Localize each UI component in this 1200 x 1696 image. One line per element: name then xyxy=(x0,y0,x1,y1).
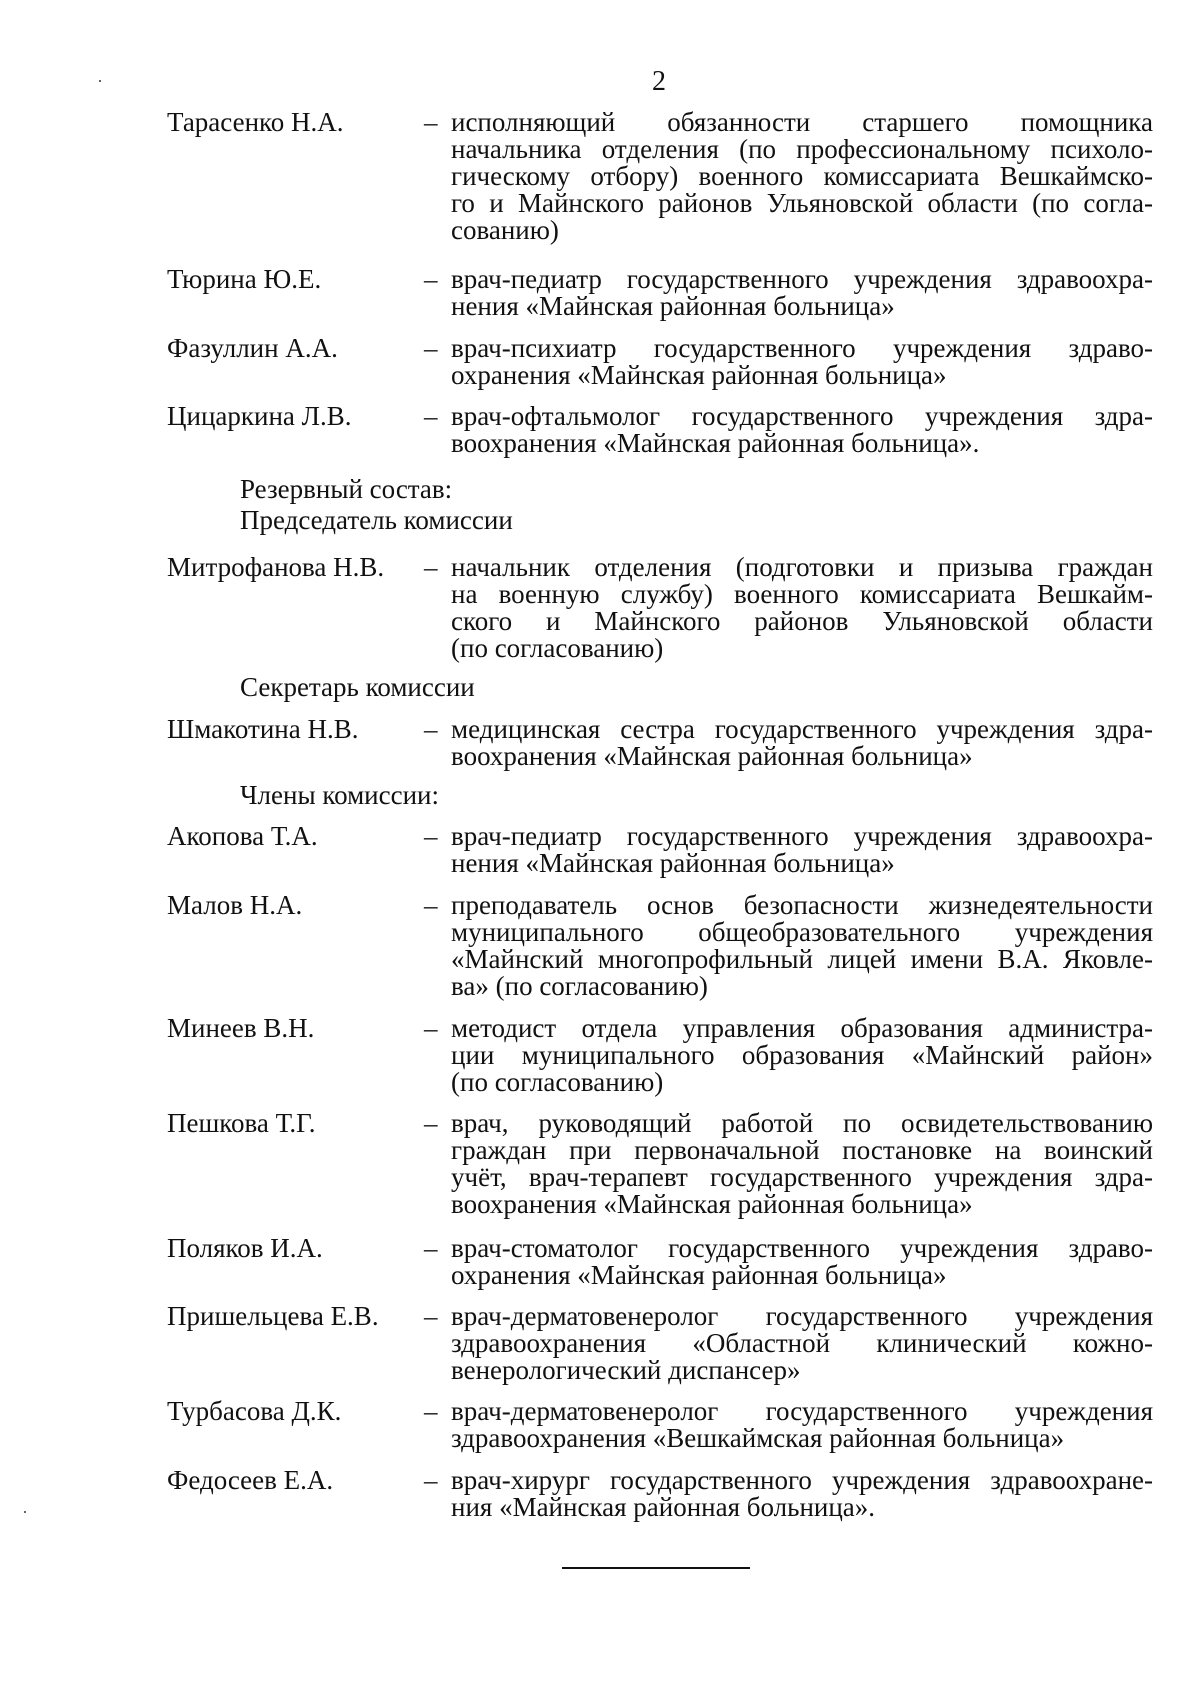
description-line: муниципального общеобразовательного учреждения xyxy=(451,917,1153,947)
member-dash: – xyxy=(424,1108,438,1138)
description-line: врач-стоматолог государственного учреждения здраво- xyxy=(451,1233,1153,1263)
member-name: Митрофанова Н.В. xyxy=(167,552,385,582)
description-line: врач-психиатр государственного учреждения здраво- xyxy=(451,333,1153,363)
description-line: здравоохранения «Областной клинический кожно- xyxy=(451,1328,1153,1358)
member-name: Акопова Т.А. xyxy=(167,821,318,851)
member-name: Турбасова Д.К. xyxy=(167,1396,342,1426)
scan-artifact xyxy=(24,1511,26,1513)
member-name: Минеев В.Н. xyxy=(167,1013,315,1043)
description-line: врач, руководящий работой по освидетельствованию xyxy=(451,1108,1153,1138)
description-line: ского и Майнского районов Ульяновской области xyxy=(451,606,1153,636)
member-name: Пешкова Т.Г. xyxy=(167,1108,316,1138)
member-dash: – xyxy=(424,1301,438,1331)
member-description xyxy=(451,1467,1153,1521)
description-line: воохранения «Майнская районная больница». xyxy=(451,428,980,458)
description-line: воохранения «Майнская районная больница» xyxy=(451,741,973,771)
secretary-heading: Секретарь комиссии xyxy=(240,672,475,702)
member-dash: – xyxy=(424,1013,438,1043)
member-description xyxy=(451,403,1153,457)
member-name: Фазуллин А.А. xyxy=(167,333,338,363)
description-line: врач-хирург государственного учреждения здравоохране- xyxy=(451,1465,1153,1495)
description-line: врач-офтальмолог государственного учреждения здра- xyxy=(451,401,1153,431)
member-dash: – xyxy=(424,1396,438,1426)
description-line: охранения «Майнская районная больница» xyxy=(451,1260,947,1290)
description-line: преподаватель основ безопасности жизнедеятельности xyxy=(451,890,1153,920)
description-line: начальника отделения (по профессиональному психоло- xyxy=(451,134,1153,164)
member-description xyxy=(451,1303,1153,1384)
members-heading: Члены комиссии: xyxy=(240,780,439,810)
member-description xyxy=(451,266,1153,320)
member-dash: – xyxy=(424,333,438,363)
reserve-heading: Резервный состав: xyxy=(240,474,453,504)
member-description xyxy=(451,823,1153,877)
description-line: венерологический диспансер» xyxy=(451,1355,801,1385)
description-line: врач-дерматовенеролог государственного учреждения xyxy=(451,1301,1153,1331)
description-line: нения «Майнская районная больница» xyxy=(451,848,895,878)
description-line: го и Майнского районов Ульяновской области (по согла- xyxy=(451,188,1153,218)
member-name: Поляков И.А. xyxy=(167,1233,323,1263)
description-line: ва» (по согласованию) xyxy=(451,971,708,1001)
description-line: исполняющий обязанности старшего помощника xyxy=(451,107,1153,137)
member-name: Тюрина Ю.Е. xyxy=(167,264,322,294)
member-name: Тарасенко Н.А. xyxy=(167,107,344,137)
member-dash: – xyxy=(424,1465,438,1495)
description-line: охранения «Майнская районная больница» xyxy=(451,360,947,390)
description-line: начальник отделения (подготовки и призыва граждан xyxy=(451,552,1153,582)
description-line: граждан при первоначальной постановке на воинский xyxy=(451,1135,1153,1165)
description-line: медицинская сестра государственного учреждения здра- xyxy=(451,714,1153,744)
member-dash: – xyxy=(424,714,438,744)
member-description xyxy=(451,1110,1153,1218)
description-line: (по согласованию) xyxy=(451,1067,664,1097)
member-description xyxy=(451,716,1153,770)
member-name: Малов Н.А. xyxy=(167,890,303,920)
member-description xyxy=(451,109,1153,244)
member-description xyxy=(451,1398,1153,1452)
member-description xyxy=(451,1015,1153,1096)
description-line: методист отдела управления образования администра- xyxy=(451,1013,1153,1043)
description-line: воохранения «Майнская районная больница» xyxy=(451,1189,973,1219)
member-name: Федосеев Е.А. xyxy=(167,1465,334,1495)
member-dash: – xyxy=(424,107,438,137)
description-line: ции муниципального образования «Майнский район» xyxy=(451,1040,1153,1070)
member-dash: – xyxy=(424,552,438,582)
description-line: врач-дерматовенеролог государственного учреждения xyxy=(451,1396,1153,1426)
description-line: сованию) xyxy=(451,215,559,245)
member-name: Цицаркина Л.В. xyxy=(167,401,352,431)
member-dash: – xyxy=(424,821,438,851)
description-line: здравоохранения «Вешкаймская районная больница» xyxy=(451,1423,1065,1453)
member-description xyxy=(451,335,1153,389)
description-line: (по согласованию) xyxy=(451,633,664,663)
description-line: учёт, врач-терапевт государственного учреждения здра- xyxy=(451,1162,1153,1192)
member-dash: – xyxy=(424,1233,438,1263)
member-description xyxy=(451,554,1153,662)
page-number: 2 xyxy=(652,66,666,97)
end-divider xyxy=(562,1567,750,1569)
description-line: «Майнский многопрофильный лицей имени В.А. Яковле- xyxy=(451,944,1153,974)
description-line: ния «Майнская районная больница». xyxy=(451,1492,876,1522)
member-name: Шмакотина Н.В. xyxy=(167,714,359,744)
description-line: врач-педиатр государственного учреждения здравоохра- xyxy=(451,821,1153,851)
chairman-heading: Председатель комиссии xyxy=(240,505,513,535)
member-dash: – xyxy=(424,890,438,920)
member-description xyxy=(451,1235,1153,1289)
description-line: гическому отбору) военного комиссариата Вешкаймско- xyxy=(451,161,1153,191)
member-description xyxy=(451,892,1153,1000)
member-dash: – xyxy=(424,264,438,294)
member-dash: – xyxy=(424,401,438,431)
description-line: на военную службу) военного комиссариата Вешкайм- xyxy=(451,579,1153,609)
scan-artifact xyxy=(99,80,101,82)
description-line: врач-педиатр государственного учреждения здравоохра- xyxy=(451,264,1153,294)
description-line: нения «Майнская районная больница» xyxy=(451,291,895,321)
member-name: Пришельцева Е.В. xyxy=(167,1301,379,1331)
